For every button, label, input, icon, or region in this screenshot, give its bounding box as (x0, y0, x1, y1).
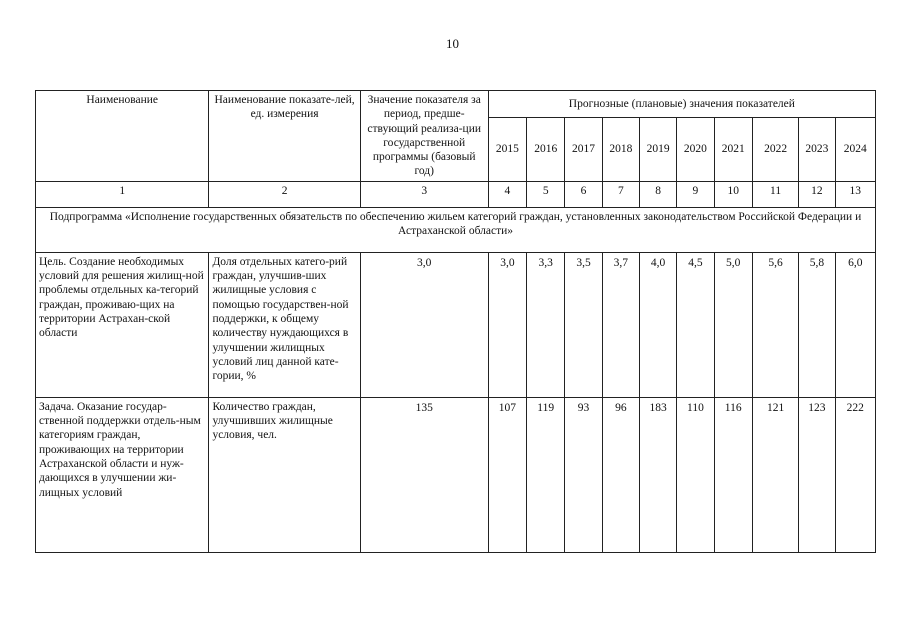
page-number: 10 (446, 36, 459, 51)
column-number: 10 (714, 181, 752, 207)
column-number: 3 (360, 181, 488, 207)
row-value: 183 (639, 397, 676, 552)
column-number: 9 (677, 181, 714, 207)
row-value: 4,0 (639, 252, 676, 397)
subprogram-title: Подпрограмма «Исполнение государственных обязательств по обеспечению жильем категорий граждан, установленных законодательством Российской Федерации и Астраханской области» (36, 207, 876, 252)
column-numbers-row (36, 181, 876, 207)
row-value: 5,0 (714, 252, 752, 397)
year-header: 2019 (639, 118, 676, 182)
row-value: 110 (677, 397, 714, 552)
header-indicator: Наименование показате-лей, ед. измерения (209, 91, 360, 182)
year-header: 2015 (488, 118, 526, 182)
year-header: 2016 (527, 118, 565, 182)
header-forecast: Прогнозные (плановые) значения показателей (488, 91, 875, 118)
column-number: 1 (36, 181, 209, 207)
row-name: Задача. Оказание государ-ственной поддержки отдель-ным категориям граждан, проживающих на территории Астраханской области и нуж-дающихся в улучшении жи-лищных условий (36, 397, 209, 552)
header-row (36, 91, 876, 118)
table-row (36, 252, 876, 397)
row-base-value: 135 (360, 397, 488, 552)
row-value: 123 (799, 397, 835, 552)
column-number: 6 (565, 181, 602, 207)
row-value: 93 (565, 397, 602, 552)
column-number: 2 (209, 181, 360, 207)
column-number: 13 (835, 181, 875, 207)
row-value: 96 (602, 397, 639, 552)
row-value: 116 (714, 397, 752, 552)
year-header: 2023 (799, 118, 835, 182)
row-value: 3,3 (527, 252, 565, 397)
row-value: 6,0 (835, 252, 875, 397)
year-header: 2018 (602, 118, 639, 182)
header-base-value: Значение показателя за период, предше-ствующий реализа-ции государственной программы (базовый год) (360, 91, 488, 182)
row-value: 119 (527, 397, 565, 552)
column-number: 8 (639, 181, 676, 207)
column-number: 4 (488, 181, 526, 207)
column-number: 5 (527, 181, 565, 207)
row-base-value: 3,0 (360, 252, 488, 397)
row-value: 5,6 (752, 252, 798, 397)
row-indicator: Количество граждан, улучшивших жилищные условия, чел. (209, 397, 360, 552)
row-value: 121 (752, 397, 798, 552)
year-header: 2021 (714, 118, 752, 182)
indicators-table (35, 90, 876, 553)
year-header: 2020 (677, 118, 714, 182)
row-value: 5,8 (799, 252, 835, 397)
header-name: Наименование (36, 91, 209, 182)
year-header: 2017 (565, 118, 602, 182)
column-number: 7 (602, 181, 639, 207)
year-header: 2024 (835, 118, 875, 182)
row-value: 107 (488, 397, 526, 552)
row-value: 222 (835, 397, 875, 552)
column-number: 11 (752, 181, 798, 207)
row-value: 4,5 (677, 252, 714, 397)
row-value: 3,0 (488, 252, 526, 397)
year-header: 2022 (752, 118, 798, 182)
subprogram-row (36, 207, 876, 252)
row-value: 3,5 (565, 252, 602, 397)
row-name: Цель. Создание необходимых условий для решения жилищ-ной проблемы отдельных ка-тегорий граждан, проживаю-щих на территории Астрахан-ской области (36, 252, 209, 397)
table-row (36, 397, 876, 552)
column-number: 12 (799, 181, 835, 207)
row-value: 3,7 (602, 252, 639, 397)
row-indicator: Доля отдельных катего-рий граждан, улучшив-ших жилищные условия с помощью государствен-ной поддержки, к общему количеству нуждающихся в улучшении жилищных условий лиц данной кате-гории, % (209, 252, 360, 397)
